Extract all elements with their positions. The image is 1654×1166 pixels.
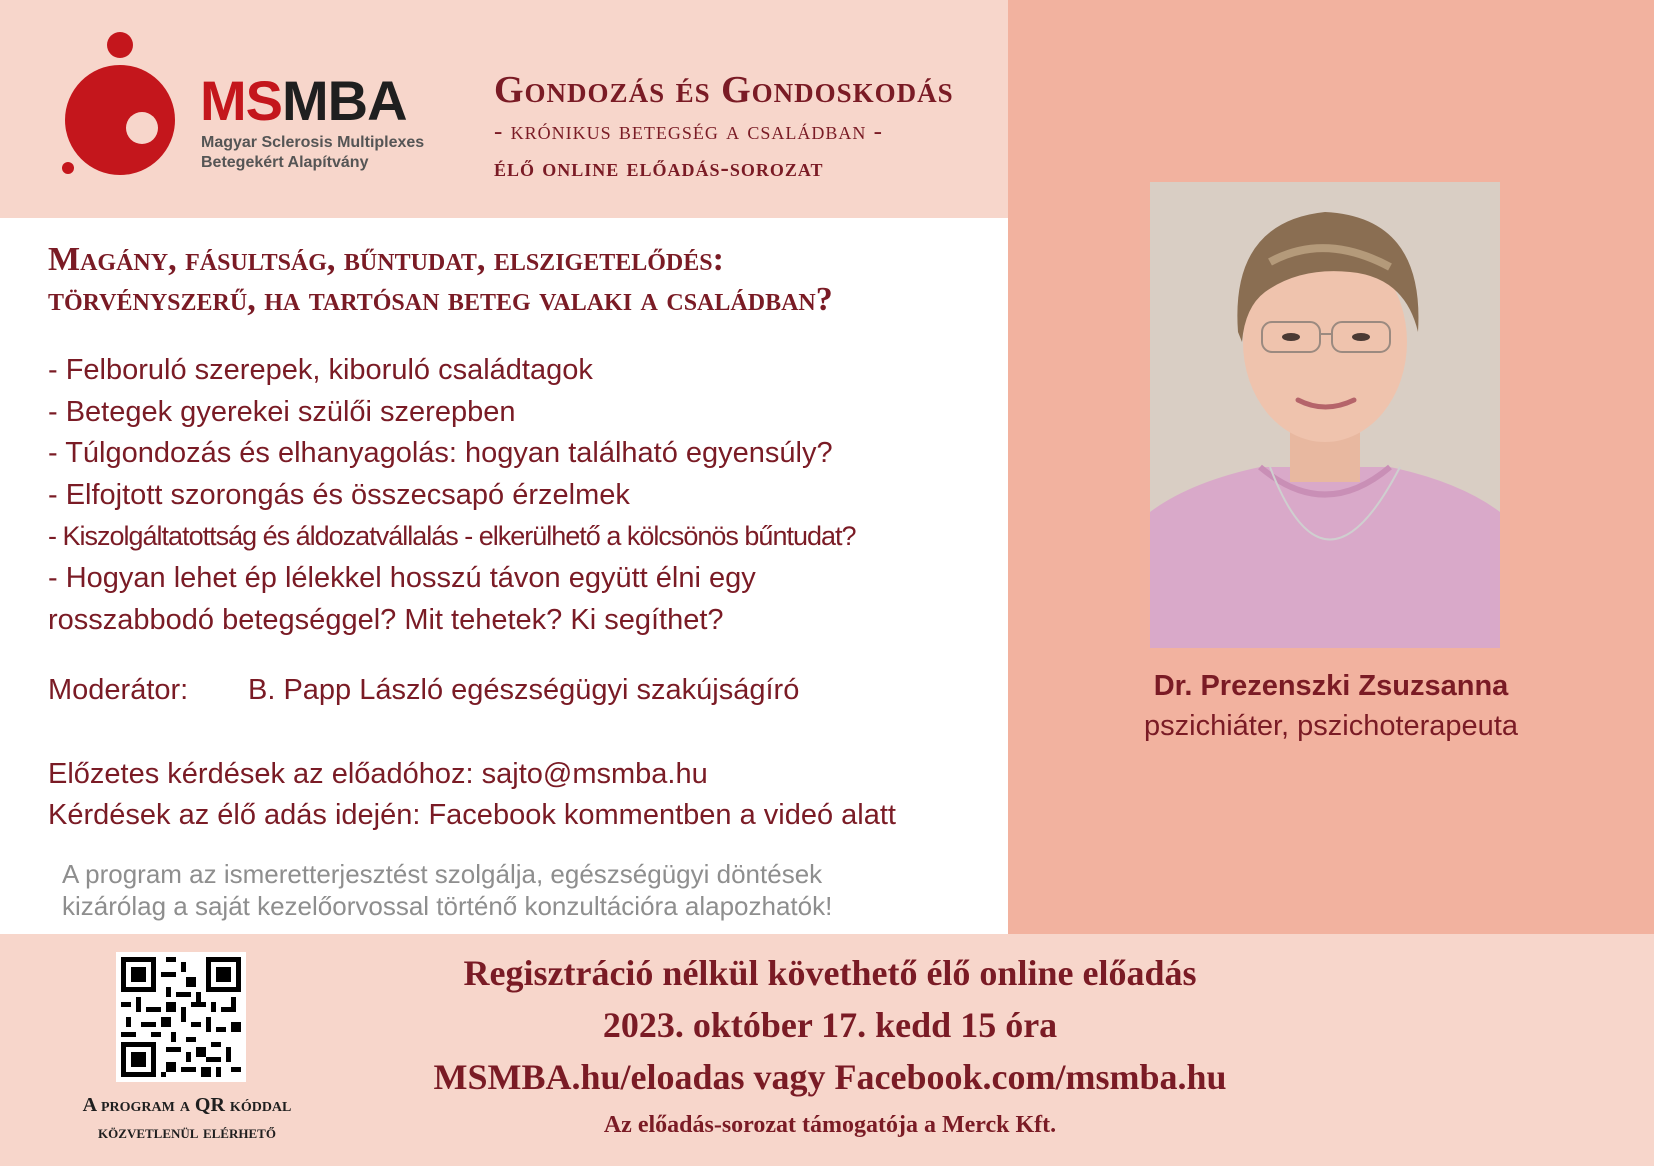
sponsor-line: Az előadás-sorozat támogatója a Merck Kft. — [603, 1112, 1057, 1138]
qr-caption-line-2: közvetlenül elérhető — [98, 1122, 276, 1142]
lecture-headline — [48, 240, 978, 320]
questions-email-line: Előzetes kérdések az előadóhoz: sajto@msmba.hu — [48, 758, 708, 790]
questions-live-line: Kérdések az élő adás idején: Facebook kommentben a videó alatt — [48, 799, 896, 831]
speaker-title: pszichiáter, pszichoterapeuta — [1144, 710, 1518, 742]
event-date-line: 2023. október 17. kedd 15 óra — [602, 1005, 1058, 1045]
headline-line-2: törvényszerű, ha tartósan beteg valaki a családban? — [48, 281, 833, 318]
moderator-label: Moderátor: — [48, 674, 189, 706]
event-registration-line: Regisztráció nélkül követhető élő online előadás — [463, 953, 1197, 993]
topic-item: - Kiszolgáltatottság és áldozatvállalás - elkerülhető a kölcsönös bűntudat? — [48, 521, 856, 552]
series-kind: élő online előadás-sorozat — [494, 155, 824, 182]
logo-wordmark: MSMBA — [200, 69, 407, 132]
speaker-photo — [1150, 182, 1500, 648]
qr-caption-line-1: A program a QR kóddal — [82, 1094, 292, 1116]
topic-item: - Betegek gyerekei szülői szerepben — [48, 395, 516, 428]
disclaimer-line-2: kizárólag a saját kezelőorvossal történő konzultációra alapozhatók! — [62, 891, 833, 921]
headline-line-1: Magány, fásultság, bűntudat, elszigetelődés: — [48, 241, 724, 278]
event-url-line[interactable]: MSMBA.hu/eloadas vagy Facebook.com/msmba.hu — [433, 1057, 1227, 1097]
qr-code[interactable] — [116, 952, 246, 1082]
speaker-portrait-illustration — [1150, 182, 1500, 648]
speaker-name: Dr. Prezenszki Zsuzsanna — [1153, 670, 1509, 702]
topic-item: - Elfojtott szorongás és összecsapó érzelmek — [48, 478, 630, 511]
topic-item: - Túlgondozás és elhanyagolás: hogyan található egyensúly? — [48, 437, 833, 470]
disclaimer-line-1: A program az ismeretterjesztést szolgálja, egészségügyi döntések — [62, 859, 823, 889]
topic-list — [48, 350, 998, 641]
series-title: Gondozás és Gondoskodás — [494, 69, 954, 111]
msmba-logo-mark — [58, 28, 178, 180]
logo-subtitle-line1: Magyar Sclerosis Multiplexes — [201, 134, 425, 151]
series-subtitle: - krónikus betegség a családban - — [494, 118, 883, 145]
topic-item: - Felboruló szerepek, kiboruló családtagok — [48, 354, 593, 386]
qr-code-pattern — [116, 952, 246, 1082]
logo-subtitle-line2: Betegekért Alapítvány — [201, 154, 369, 171]
moderator-name: B. Papp László egészségügyi szakújságíró — [248, 674, 800, 706]
topic-item: - Hogyan lehet ép lélekkel hosszú távon együtt élni egy — [48, 561, 756, 594]
topic-item: rosszabbodó betegséggel? Mit tehetek? Ki segíthet? — [48, 603, 724, 636]
disclaimer — [62, 858, 962, 922]
